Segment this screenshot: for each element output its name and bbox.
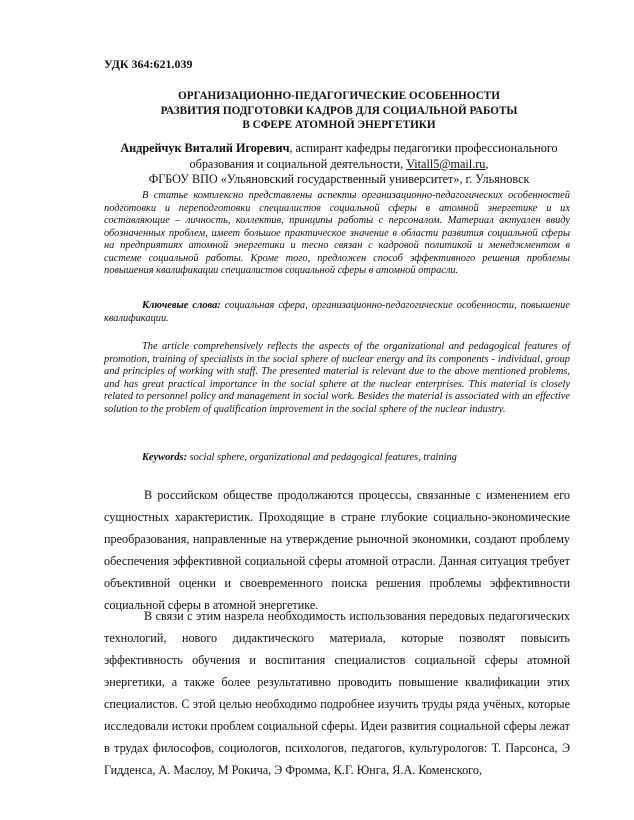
abstract-russian: В статье комплексно представлены аспекты организационно-педагогических особенностей подготовки и переподготовки специалистов социальной сферы в атомной энергетике и их составляющие – личность, коллектив, принципы работы с персоналом. Материал актуален ввиду обозначенных проблем, имеет большое практическое значение в области развития социальной сферы на предприятиях атомной энергетики и тесно связан с кадровой политикой и менеджментом в системе социальной работы. Кроме того, предложен способ эффективного решения проблемы повышения квалификации специалистов социальной сферы в атомной отрасли. [104,190,570,276]
title-line-1: ОРГАНИЗАЦИОННО-ПЕДАГОГИЧЕСКИЕ ОСОБЕННОСТИ [178,90,500,102]
keywords-russian-label: Ключевые слова: [142,300,221,311]
author-line-2 [100,157,578,173]
keywords-english-text: social sphere, organizational and pedagogical features, training [187,452,457,463]
author-name: Андрейчук Виталий Игоревич [120,141,290,155]
keywords-russian-text: социальная сфера, организационно-педагогические особенности, повышение квалификации. [104,300,570,324]
keywords-russian [104,300,570,325]
author-line-1 [100,141,578,157]
article-title [100,89,578,133]
email-comma: , [485,156,489,171]
author-email-link[interactable]: Vitall5@mail.ru [406,156,486,171]
keywords-english [104,452,570,465]
author-block [100,141,578,188]
abstract-english: The article comprehensively reflects the aspects of the organizational and pedagogical features of promotion, training of specialists in the social sphere of nuclear energy and its components - individual, group and principles of working with staff. The presented material is relevant due to the above mentioned problems, and has great practical importance in the social sphere at the nuclear enterprises. This material is closely related to personnel policy and management in social work. Besides the material is associated with an effective solution to the problem of qualification improvement in the social sphere of the nuclear industry. [104,341,570,415]
author-institution: ФГБОУ ВПО «Ульяновский государственный университет», г. Ульяновск [148,172,530,186]
author-position: , аспирант кафедры педагогики профессионального [289,141,558,155]
udk-code: УДК 364:621.039 [104,57,193,71]
title-line-3: В СФЕРЕ АТОМНОЙ ЭНЕРГЕТИКИ [242,119,436,131]
body-paragraph-1: В российском обществе продолжаются процессы, связанные с изменением его сущностных характеристик. Проходящие в стране глубокие социально-экономические преобразования, направленные на утверждение рыночной экономики, создают проблему обеспечения эффективной социальной сферы атомной отрасли. Данная ситуация требует объективной оценки и своевременного поиска решения проблемы эффективности социальной сферы в атомной энергетике. [104,488,570,612]
title-line-2: РАЗВИТИЯ ПОДГОТОВКИ КАДРОВ ДЛЯ СОЦИАЛЬНОЙ РАБОТЫ [160,104,518,117]
keywords-english-label: Keywords: [142,452,188,463]
author-department: образования и социальной деятельности, [189,156,407,171]
body-paragraph-2: В связи с этим назрела необходимость использования передовых педагогических технологий, нового дидактического материала, которые позволят повысить эффективность обучения и воспитания специалистов социальной сферы атомной энергетики, а также более результативно проводить повышение квалификации этих специалистов. С этой целью необходимо подробнее изучить труды ряда учёных, которые исследовали истоки проблем социальной сферы. Идеи развития социальной сферы лежат в трудах философов, социологов, психологов, педагогов, культурологов: Т. Парсонса, Э Гидденса, А. Маслоу, М Рокича, Э Фромма, К.Г. Юнга, Я.А. Коменского, [104,609,570,777]
